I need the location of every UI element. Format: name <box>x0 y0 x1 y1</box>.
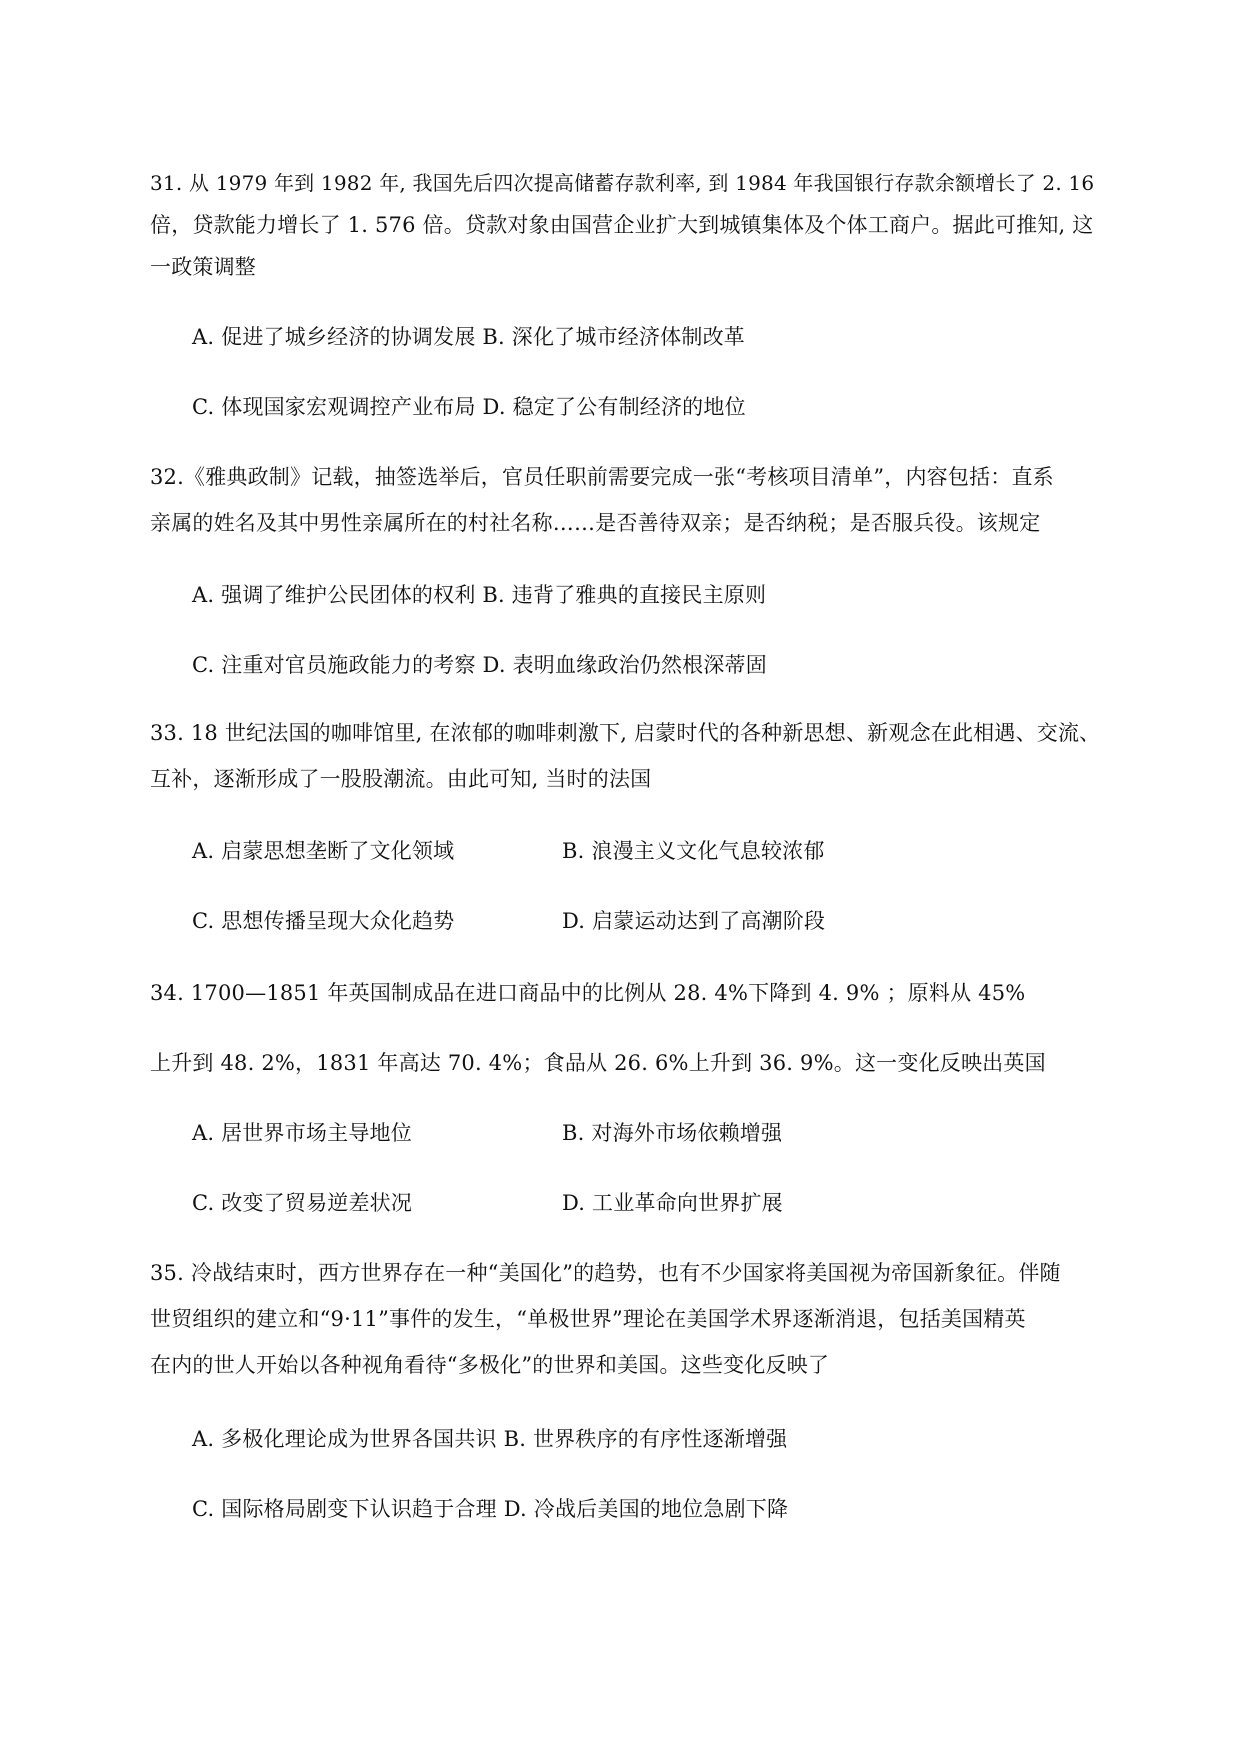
question-35-options-cd: C. 国际格局剧变下认识趋于合理 D. 冷战后美国的地位急剧下降 <box>192 1497 789 1521</box>
question-33-option-c: C. 思想传播呈现大众化趋势 <box>192 909 455 933</box>
question-32-options-ab: A. 强调了维护公民团体的权利 B. 违背了雅典的直接民主原则 <box>192 583 767 607</box>
question-31-stem-line-3: 一政策调整 <box>150 255 256 279</box>
question-31-options-cd: C. 体现国家宏观调控产业布局 D. 稳定了公有制经济的地位 <box>192 395 746 419</box>
question-33-option-a: A. 启蒙思想垄断了文化领域 <box>192 839 455 863</box>
question-34-option-b: B. 对海外市场依赖增强 <box>562 1121 783 1145</box>
question-35-stem-line-3: 在内的世人开始以各种视角看待“多极化”的世界和美国。这些变化反映了 <box>150 1353 830 1377</box>
question-35-options-ab: A. 多极化理论成为世界各国共识 B. 世界秩序的有序性逐渐增强 <box>192 1427 788 1451</box>
question-32-options-cd: C. 注重对官员施政能力的考察 D. 表明血缘政治仍然根深蒂固 <box>192 653 767 677</box>
question-33-stem-line-2: 互补，逐渐形成了一股股潮流。由此可知, 当时的法国 <box>150 767 652 791</box>
question-31-options-ab: A. 促进了城乡经济的协调发展 B. 深化了城市经济体制改革 <box>192 325 745 349</box>
question-33-stem-line-1: 33. 18 世纪法国的咖啡馆里, 在浓郁的咖啡刺激下, 启蒙时代的各种新思想、新观念在此相遇、交流、 <box>150 721 1101 745</box>
question-32-stem-line-2: 亲属的姓名及其中男性亲属所在的村社名称……是否善待双亲；是否纳税；是否服兵役。该规定 <box>150 511 1041 535</box>
question-35-stem-line-1: 35. 冷战结束时，西方世界存在一种“美国化”的趋势，也有不少国家将美国视为帝国新象征。伴随 <box>150 1261 1061 1285</box>
question-31-stem-line-2: 倍，贷款能力增长了 1. 576 倍。贷款对象由国营企业扩大到城镇集体及个体工商户。据此可推知, 这 <box>150 213 1094 237</box>
question-33-option-d: D. 启蒙运动达到了高潮阶段 <box>562 909 826 933</box>
question-34-option-d: D. 工业革命向世界扩展 <box>562 1191 783 1215</box>
question-34-option-a: A. 居世界市场主导地位 <box>192 1121 412 1145</box>
question-34-option-c: C. 改变了贸易逆差状况 <box>192 1191 413 1215</box>
question-34-stem-line-2: 上升到 48. 2%，1831 年高达 70. 4%；食品从 26. 6%上升到 36. 9%。这一变化反映出英国 <box>150 1051 1046 1075</box>
question-32-stem-line-1: 32.《雅典政制》记载，抽签选举后，官员任职前需要完成一张“考核项目清单”，内容包括：直系 <box>150 465 1054 489</box>
question-35-stem-line-2: 世贸组织的建立和“9·11”事件的发生，“单极世界”理论在美国学术界逐渐消退，包括美国精英 <box>150 1307 1026 1331</box>
question-31-stem-line-1: 31. 从 1979 年到 1982 年, 我国先后四次提高储蓄存款利率, 到 1984 年我国银行存款余额增长了 2. 16 <box>150 171 1095 195</box>
question-34-stem-line-1: 34. 1700—1851 年英国制成品在进口商品中的比例从 28. 4%下降到 4. 9% ；原料从 45% <box>150 981 1026 1005</box>
question-33-option-b: B. 浪漫主义文化气息较浓郁 <box>562 839 825 863</box>
